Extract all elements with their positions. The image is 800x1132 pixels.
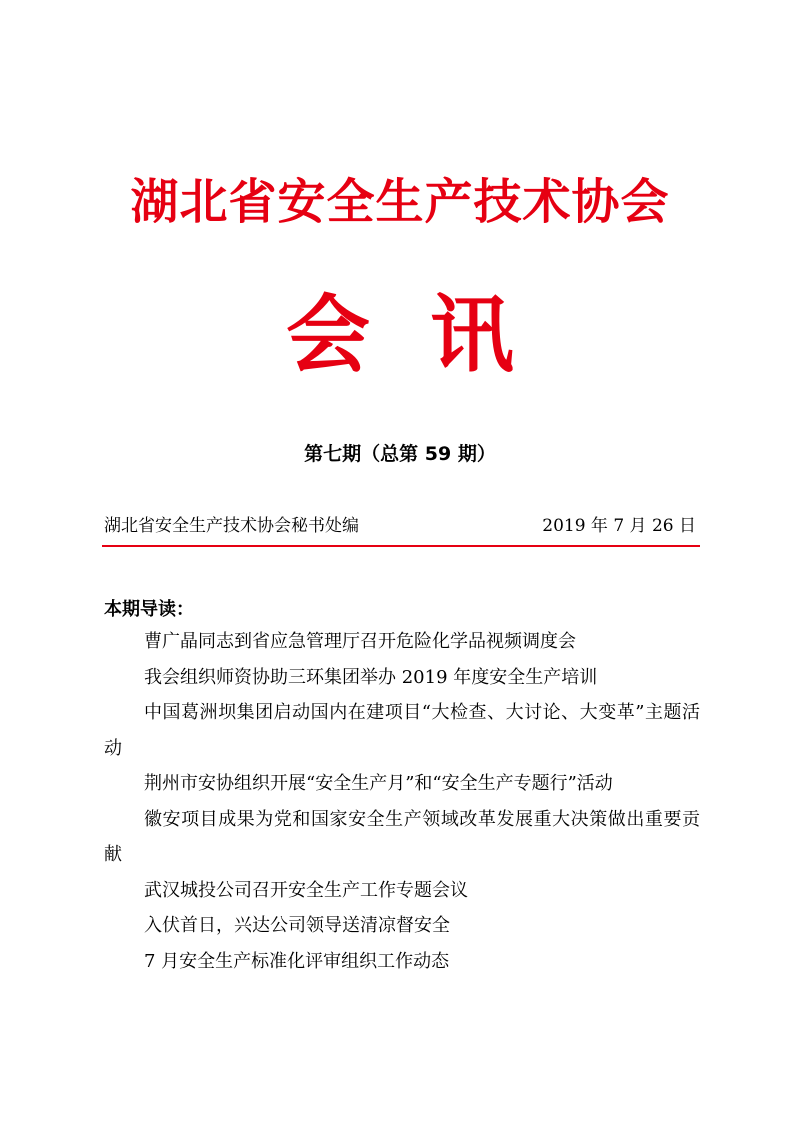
publication-date: 2019 年 7 月 26 日: [542, 516, 696, 536]
toc-item: 入伏首日，兴达公司领导送清凉督安全: [144, 915, 450, 936]
issue-number: 第七期（总第 59 期）: [304, 443, 496, 465]
toc-item: 徽安项目成果为党和国家安全生产领域改革发展重大决策做出重要贡献: [104, 808, 700, 865]
document-type-title: 会讯: [285, 286, 574, 384]
toc-item: 7 月安全生产标准化评审组织工作动态: [144, 950, 450, 972]
toc-item: 荆州市安协组织开展“安全生产月”和“安全生产专题行”活动: [144, 773, 613, 794]
organization-title: 湖北省安全生产技术协会: [130, 174, 670, 230]
toc-item: 中国葛洲坝集团启动国内在建项目“大检查、大讨论、大变革”主题活动: [104, 702, 700, 759]
toc-item: 我会组织师资协助三环集团举办 2019 年度安全生产培训: [144, 666, 598, 688]
toc-item: 曹广晶同志到省应急管理厅召开危险化学品视频调度会: [144, 631, 576, 652]
editor-line: 湖北省安全生产技术协会秘书处编: [104, 516, 359, 536]
toc-heading: 本期导读：: [104, 599, 194, 620]
toc-item: 武汉城投公司召开安全生产工作专题会议: [144, 879, 468, 901]
toc-list: [104, 624, 700, 979]
red-divider: [102, 545, 700, 547]
publication-meta: [104, 512, 696, 540]
